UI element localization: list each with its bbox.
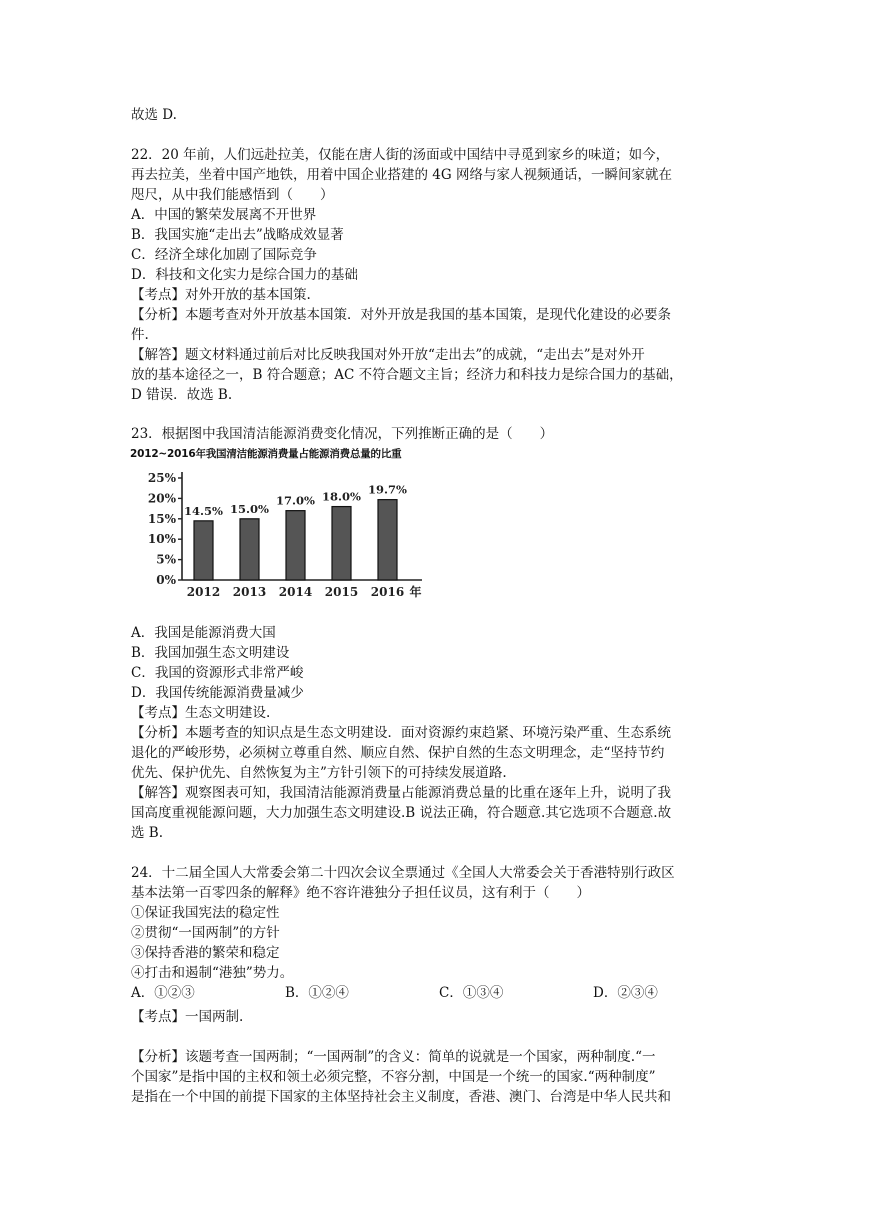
option-a: A．①②③ <box>131 985 195 1001</box>
x-tick-label: 2012 <box>186 585 221 599</box>
bar-value-label: 19.7% <box>368 482 407 497</box>
jieda-line: 放的基本途径之一，B 符合题意；AC 不符合题文主旨；经济力和科技力是综合国力的基础， <box>131 367 683 383</box>
energy-chart <box>130 446 460 604</box>
bar-2014 <box>286 511 305 580</box>
question-23-option: D．我国传统能源消费量减少 <box>131 685 304 701</box>
y-tick-label: 10% <box>147 532 176 547</box>
question-24-statement: ②贯彻“一国两制”的方针 <box>131 925 280 941</box>
fenxi-line: 【分析】本题考查的知识点是生态文明建设．面对资源约束趋紧、环境污染严重、生态系统 <box>131 725 671 741</box>
x-axis-unit-label: 年 <box>409 585 422 599</box>
question-23-option: C．我国的资源形式非常严峻 <box>131 665 304 681</box>
question-22-stem: 咫尺，从中我们能感悟到（ ） <box>131 187 334 203</box>
question-23-option: B．我国加强生态文明建设 <box>131 645 290 661</box>
y-tick-label: 5% <box>156 552 176 567</box>
question-22-stem: 再去拉美，坐着中国产地铁，用着中国企业搭建的 4G 网络与家人视频通话，一瞬间家就在 <box>131 167 672 183</box>
fenxi-line: 【分析】该题考查一国两制；“一国两制”的含义：简单的说就是一个国家，两种制度.“一 <box>131 1049 656 1065</box>
jieda-line: 选 B. <box>131 825 164 841</box>
fenxi-line: 个国家”是指中国的主权和领土必须完整，不容分割，中国是一个统一的国家.“两种制度” <box>131 1069 656 1085</box>
kaodian-line: 【考点】一国两制. <box>131 1009 244 1025</box>
question-23-option: A．我国是能源消费大国 <box>131 625 276 641</box>
y-tick-label: 25% <box>147 471 176 485</box>
bar-2013 <box>240 519 259 580</box>
text-line: 故选 D. <box>131 107 177 123</box>
y-tick-label: 15% <box>147 511 176 526</box>
kaodian-line: 【考点】生态文明建设. <box>131 705 271 721</box>
question-22-option: C．经济全球化加剧了国际竞争 <box>131 247 317 263</box>
bar-value-label: 14.5% <box>184 503 223 518</box>
chart-title: 2012~2016年我国清洁能源消费量占能源消费总量的比重 <box>130 448 402 460</box>
option-d: D．②③④ <box>593 985 658 1001</box>
fenxi-line: 【分析】本题考查对外开放基本国策．对外开放是我国的基本国策，是现代化建设的必要条 <box>131 307 671 323</box>
bar-value-label: 17.0% <box>276 493 315 508</box>
bar-2015 <box>332 507 351 580</box>
kaodian-line: 【考点】对外开放的基本国策. <box>131 287 311 303</box>
question-24-statement: ③保持香港的繁荣和稳定 <box>131 945 280 961</box>
y-tick-label: 20% <box>147 491 176 506</box>
jieda-line: 国高度重视能源问题，大力加强生态文明建设.B 说法正确，符合题意.其它选项不合题意.故 <box>131 805 672 821</box>
question-23-stem: 23．根据图中我国清洁能源消费变化情况，下列推断正确的是（ ） <box>131 426 554 442</box>
fenxi-line: 件. <box>131 327 149 343</box>
y-tick-label: 0% <box>156 573 176 587</box>
question-24-statement: ④打击和遏制“港独”势力。 <box>131 965 294 981</box>
jieda-line: D 错误．故选 B. <box>131 387 233 403</box>
fenxi-line: 是指在一个中国的前提下国家的主体坚持社会主义制度，香港、澳门、台湾是中华人民共和 <box>131 1089 671 1105</box>
x-tick-label: 2015 <box>324 585 359 599</box>
question-24-statement: ①保证我国宪法的稳定性 <box>131 905 280 921</box>
option-c: C．①③④ <box>439 985 504 1001</box>
question-22-option: D．科技和文化实力是综合国力的基础 <box>131 267 358 283</box>
jieda-line: 【解答】观察图表可知，我国清洁能源消费量占能源消费总量的比重在逐年上升，说明了我 <box>131 785 671 801</box>
fenxi-line: 退化的严峻形势，必须树立尊重自然、顺应自然、保护自然的生态文明理念，走“坚持节约 <box>131 745 665 761</box>
question-24-stem: 基本法第一百零四条的解释》绝不容许港独分子担任议员，这有利于（ ） <box>131 885 590 901</box>
question-22-option: B．我国实施“走出去”战略成效显著 <box>131 227 344 243</box>
fenxi-line: 优先、保护优先、自然恢复为主”方针引领下的可持续发展道路. <box>131 765 507 781</box>
jieda-line: 【解答】题文材料通过前后对比反映我国对外开放“走出去”的成就，“走出去”是对外开 <box>131 347 645 363</box>
bar-value-label: 15.0% <box>230 501 269 516</box>
question-22-stem: 22．20 年前，人们远赴拉美，仅能在唐人街的汤面或中国结中寻觅到家乡的味道；如今， <box>131 147 670 163</box>
x-tick-label: 2013 <box>232 585 267 599</box>
x-tick-label: 2016 <box>370 585 405 599</box>
bar-chart-svg <box>130 446 460 604</box>
option-b: B．①②④ <box>285 985 349 1001</box>
bar-2016 <box>378 500 397 580</box>
question-24-stem: 24．十二届全国人大常委会第二十四次会议全票通过《全国人大常委会关于香港特别行政区 <box>131 865 675 881</box>
x-tick-label: 2014 <box>278 585 313 599</box>
bar-2012 <box>194 521 213 580</box>
bar-value-label: 18.0% <box>322 489 361 504</box>
question-22-option: A．中国的繁荣发展离不开世界 <box>131 207 317 223</box>
